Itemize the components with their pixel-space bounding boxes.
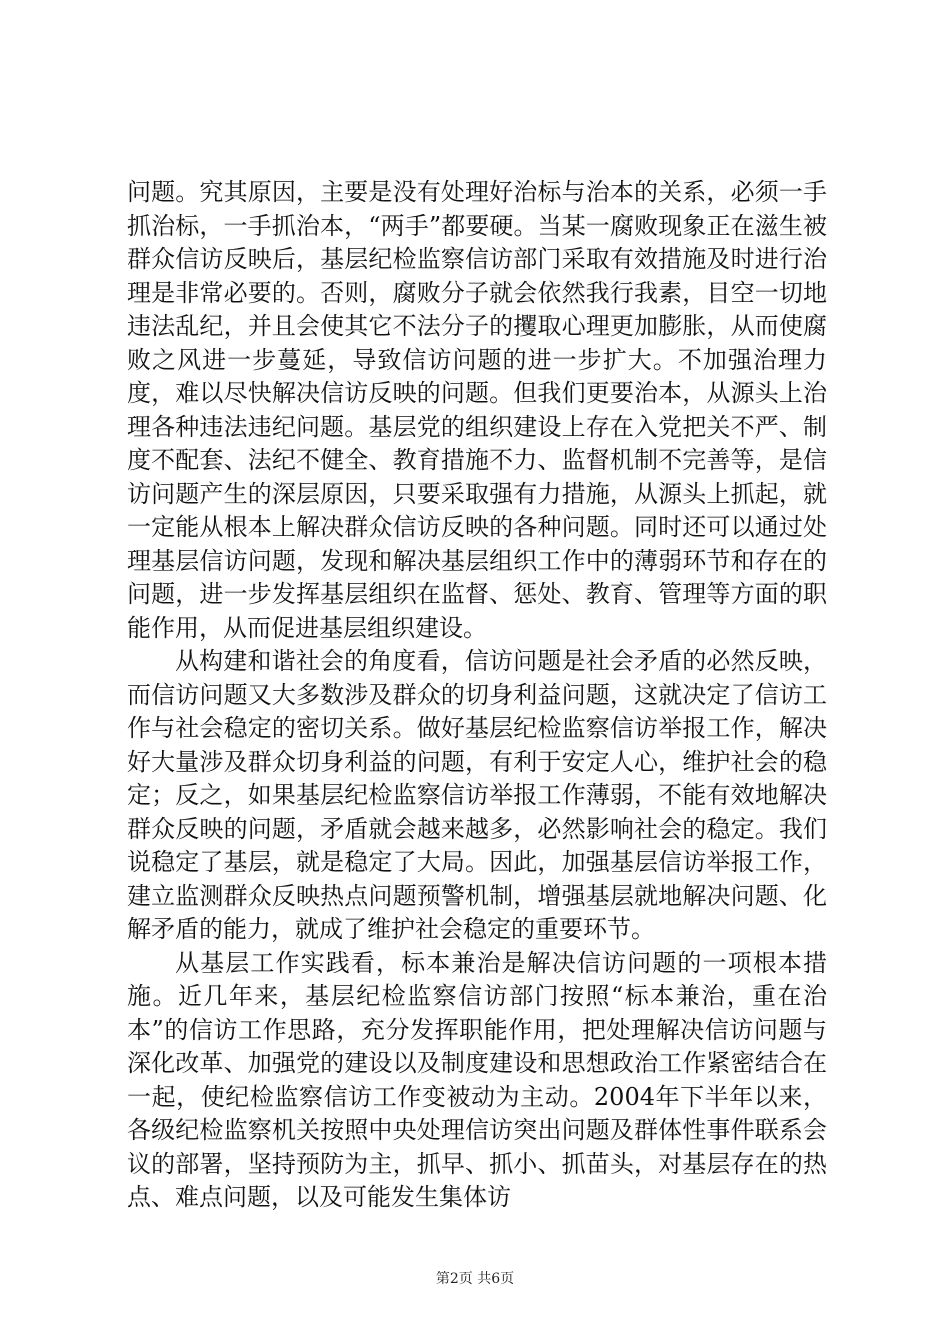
- paragraph-1: 问题。究其原因，主要是没有处理好治标与治本的关系，必须一手抓治标，一手抓治本，“两手”都要硬。当某一腐败现象正在滋生被群众信访反映后，基层纪检监察信访部门采取有效措施及时进行治理是非常必要的。否则，腐败分子就会依然我行我素，目空一切地违法乱纪，并且会使其它不法分子的攫取心理更加膨胀，从而使腐败之风进一步蔓延，导致信访问题的进一步扩大。不加强治理力度，难以尽快解决信访反映的问题。但我们更要治本，从源头上治理各种违法违纪问题。基层党的组织建设上存在入党把关不严、制度不配套、法纪不健全、教育措施不力、监督机制不完善等，是信访问题产生的深层原因，只要采取强有力措施，从源头上抓起，就一定能从根本上解决群众信访反映的各种问题。同时还可以通过处理基层信访问题，发现和解决基层组织工作中的薄弱环节和存在的问题，进一步发挥基层组织在监督、惩处、教育、管理等方面的职能作用，从而促进基层组织建设。: [127, 178, 827, 642]
- paragraph-3: 从基层工作实践看，标本兼治是解决信访问题的一项根本措施。近几年来，基层纪检监察信访部门按照“标本兼治，重在治本”的信访工作思路，充分发挥职能作用，把处理解决信访问题与深化改革、加强党的建设以及制度建设和思想政治工作紧密结合在一起，使纪检监察信访工作变被动为主动。2004年下半年以来，各级纪检监察机关按照中央处理信访突出问题及群体性事件联系会议的部署，坚持预防为主，抓早、抓小、抓苗头，对基层存在的热点、难点问题，以及可能发生集体访: [127, 948, 827, 1211]
- body-text: [127, 176, 827, 1215]
- paragraph-2: 从构建和谐社会的角度看，信访问题是社会矛盾的必然反映，而信访问题又大多数涉及群众的切身利益问题，这就决定了信访工作与社会稳定的密切关系。做好基层纪检监察信访举报工作，解决好大量涉及群众切身利益的问题，有利于安定人心，维护社会的稳定；反之，如果基层纪检监察信访举报工作薄弱，不能有效地解决群众反映的问题，矛盾就会越来越多，必然影响社会的稳定。我们说稳定了基层，就是稳定了大局。因此，加强基层信访举报工作，建立监测群众反映热点问题预警机制，增强基层就地解决问题、化解矛盾的能力，就成了维护社会稳定的重要环节。: [127, 647, 827, 943]
- page-footer: 第2页 共6页: [435, 1271, 515, 1287]
